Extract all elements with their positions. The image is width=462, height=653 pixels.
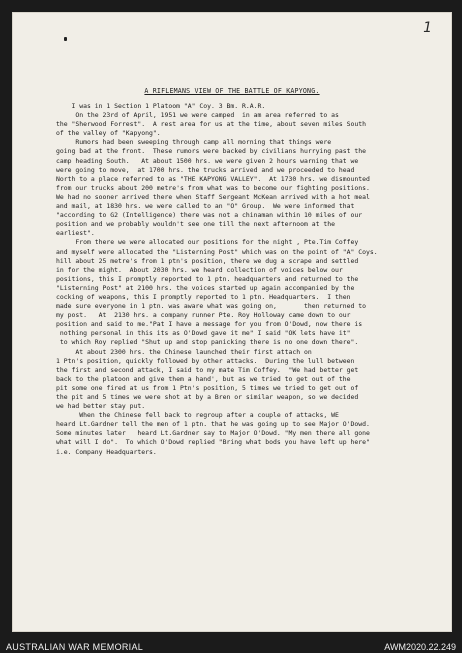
text-line: back to the platoon and give them a hand', but as we tried to get out of the bbox=[56, 374, 351, 383]
text-line: "Listerning Post" at 2100 hrs. the voices started up again accompanied by the bbox=[56, 283, 355, 292]
text-line: my post. At 2130 hrs. a company runner Pte. Roy Holloway came down to our bbox=[56, 311, 351, 320]
document-page bbox=[12, 12, 452, 632]
text-line: the pit and 5 times we were shot at by a Bren or similar weapon, so we decided bbox=[56, 393, 359, 401]
text-line: North to a place referred to as "THE KAPYONG VALLEY". At 1730 hrs. we dismounted bbox=[56, 174, 370, 183]
text-line: heard Lt.Gardner tell the men of 1 ptn. that he was going up to see Major O'Dowd. bbox=[56, 420, 370, 429]
document-body bbox=[56, 102, 438, 457]
text-line: nothing personal in this its as O'Dowd gave it me" I said "OK lets have it" bbox=[56, 329, 351, 338]
text-line: position and we probably wouldn't see one till the next afternoom at the bbox=[56, 220, 336, 229]
text-line: we had better stay put. bbox=[56, 402, 146, 411]
text-line: from our trucks about 200 metre's from what was to become our fighting positions. bbox=[56, 183, 370, 192]
text-line: of the valley of "Kapyong". bbox=[56, 129, 161, 138]
text-line: I was in 1 Section 1 Platoom "A" Coy. 3 Bm. R.A.R. bbox=[56, 102, 266, 110]
text-line: camp heading South. At about 1500 hrs. we were given 2 hours warning that we bbox=[56, 156, 359, 165]
text-line: made sure everyone in 1 ptn. was aware what was going on, then returned to bbox=[56, 302, 367, 311]
text-line: going bad at the front. These rumors were backed by civilians hurrying past the bbox=[56, 147, 367, 156]
text-line: pit some one fired at us from 1 Ptn's position, 5 times we tried to get out of bbox=[56, 383, 359, 392]
footer-bar bbox=[0, 637, 462, 653]
text-line: i.e. Company Headquarters. bbox=[56, 447, 157, 456]
text-line: Some minutes later heard Lt.Gardner say to Major O'Dowd. "My men there all gone bbox=[56, 429, 370, 438]
text-line: hill about 25 metre's from 1 ptn's position, there we dug a scrape and settled bbox=[56, 256, 359, 265]
institution-label: AUSTRALIAN WAR MEMORIAL bbox=[6, 642, 144, 652]
text-line: From there we were allocated our positions for the night , Pte.Tim Coffey bbox=[56, 238, 359, 247]
text-line: When the Chinese fell back to regroup after a couple of attacks, WE bbox=[56, 411, 339, 420]
text-line: cocking of weapons, this I promptly reported to 1 ptn. Headquarters. I then bbox=[56, 292, 351, 301]
text-line: and myself were allocated the "Listerning Post" which was on the point of "A" Coys. bbox=[56, 247, 378, 256]
text-line: earliest". bbox=[56, 229, 95, 238]
text-line: what will I do". To which O'Dowd replied "Bring what bods you have left up here" bbox=[56, 438, 370, 447]
text-line: the "Sherwood Forrest". A rest area for us at the time, about seven miles South bbox=[56, 120, 367, 129]
text-line: in for the might. About 2030 hrs. we heard collection of voices below our bbox=[56, 265, 343, 274]
text-line: On the 23rd of April, 1951 we were camped in am area referred to as bbox=[56, 111, 339, 120]
text-line: and mail, at 1830 hrs. we were called to an "O" Group. We were informed that bbox=[56, 202, 355, 211]
text-line: were going to move, at 1700 hrs. the trucks arrived and we proceeded to head bbox=[56, 165, 355, 174]
text-line: Rumors had been sweeping through camp all morning that things were bbox=[56, 138, 332, 147]
text-line: 1 Ptn's position, quickly followed by other attacks. During the lull between bbox=[56, 356, 355, 365]
text-line: positions, this I promptly reported to 1 ptn. headquarters and returned to the bbox=[56, 274, 359, 283]
text-line: the first and second attack, I said to my mate Tim Coffey. "We had better get bbox=[56, 365, 359, 374]
text-line: to which Roy replied "Shut up and stop panicking there is no one down there". bbox=[56, 338, 359, 347]
ink-mark bbox=[64, 37, 67, 41]
page-number: 1 bbox=[423, 20, 432, 36]
text-line: position and said to me."Pat I have a message for you from O'Dowd, now there is bbox=[56, 320, 363, 329]
accession-number: AWM2020.22.249 bbox=[384, 642, 456, 652]
text-line: At about 2300 hrs. the Chinese launched their first attach on bbox=[56, 347, 312, 356]
text-line: We had no sooner arrived there when Staff Sergeant McKean arrived with a hot meal bbox=[56, 192, 370, 201]
document-title: A RIFLEMANS VIEW OF THE BATTLE OF KAPYONG. bbox=[144, 87, 320, 95]
text-line: "according to G2 (Intelligence) there was not a chinaman within 10 miles of our bbox=[56, 211, 363, 220]
